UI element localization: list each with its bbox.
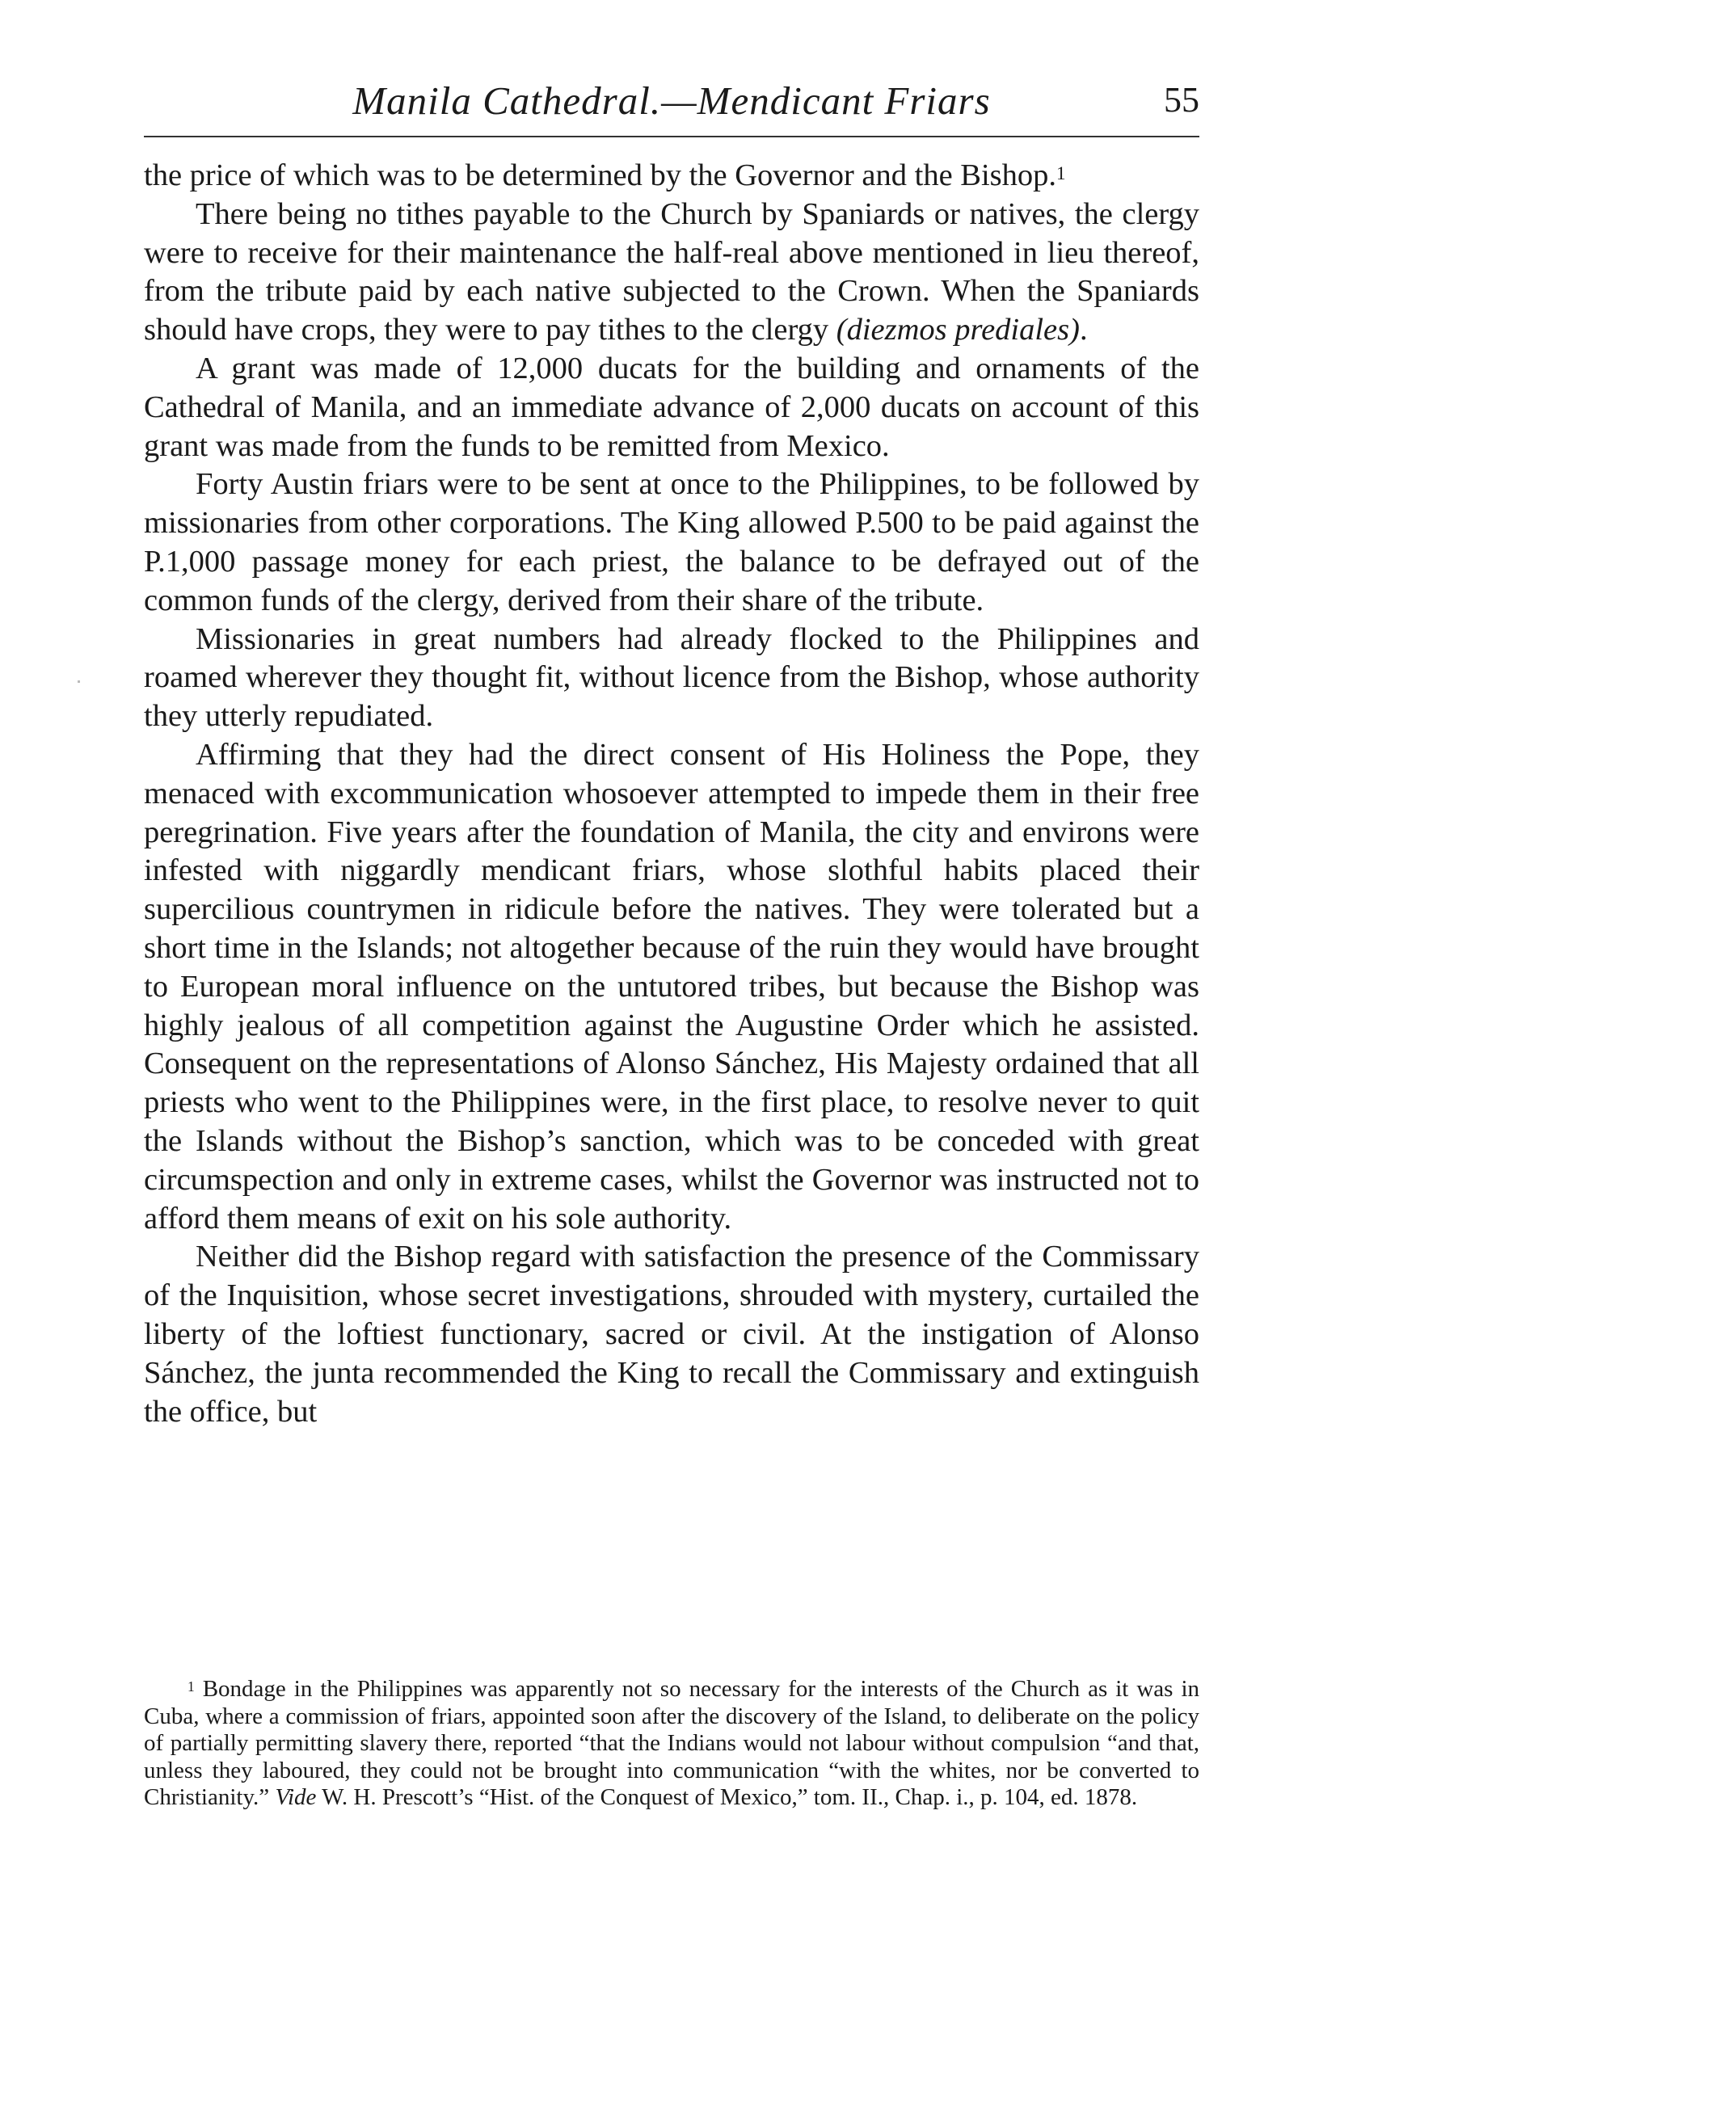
paragraph-text: . xyxy=(1079,313,1088,347)
paragraph-missionaries: Missionaries in great numbers had already flocked to the Philippines and roamed wherever they thought fit, without licence from the Bishop, whose authority they utterly repudiated. xyxy=(144,621,1199,734)
body-text xyxy=(144,157,1199,1431)
running-head xyxy=(144,78,1199,136)
paragraph-inquisition: Neither did the Bishop regard with satisfaction the presence of the Commissary of the Inquisition, whose secret investigations, shrouded with mystery, curtailed the liberty of the loftiest functionary, sacred or civil. At the instigation of Alonso Sánchez, the junta recommended the King to recall the Commissary and extinguish the office, but xyxy=(144,1240,1199,1429)
paragraph-text: the price of which was to be determined by the Governor and the Bishop. xyxy=(144,158,1057,192)
footnote-italic: Vide xyxy=(275,1784,317,1810)
footnote xyxy=(144,1676,1199,1812)
footnotes xyxy=(144,1676,1199,1812)
paragraph-mendicant-friars: Affirming that they had the direct consent of His Holiness the Pope, they menaced with excommunication whosoever attempted to impede them in their free peregrination. Five years after the foundation of Manila, the city and environs were infested with niggardly mendicant friars, whose slothful habits placed their supercilious countrymen in ridicule before the natives. They were tolerated but a short time in the Islands; not altogether because of the ruin they would have brought to European moral influence on the untutored tribes, but because the Bishop was highly jealous of all competition against the Augustine Order which he assisted. Consequent on the representations of Alonso Sánchez, His Majesty ordained that all priests who went to the Philippines were, in the first place, to resolve never to quit the Islands without the Bishop’s sanction, which was to be conceded with great circumspection and only in extreme cases, whilst the Governor was instructed not to afford them means of exit on his sole authority. xyxy=(144,737,1199,1236)
running-title: Manila Cathedral.—Mendicant Friars xyxy=(352,78,991,123)
italic-phrase: (diezmos prediales) xyxy=(836,313,1080,347)
paragraph-continued xyxy=(144,157,1199,196)
margin-speck xyxy=(78,680,80,683)
footnote-text: W. H. Prescott’s “Hist. of the Conquest of Mexico,” tom. II., Chap. i., p. 104, ed. 1878. xyxy=(316,1784,1138,1810)
page-number: 55 xyxy=(1164,80,1199,120)
paragraph-austin-friars: Forty Austin friars were to be sent at once to the Philippines, to be followed by missionaries from other corporations. The King allowed P.500 to be paid against the P.1,000 passage money for each priest, the balance to be defrayed out of the common funds of the clergy, derived from their share of the tribute. xyxy=(144,467,1199,617)
footnote-marker: 1 xyxy=(188,1678,195,1695)
footnote-reference: 1 xyxy=(1056,162,1066,183)
header-rule xyxy=(144,136,1199,137)
paragraph-cathedral-grant: A grant was made of 12,000 ducats for the building and ornaments of the Cathedral of Manila, and an immediate advance of 2,000 ducats on account of this grant was made from the funds to be remitted from Mexico. xyxy=(144,351,1199,463)
paragraph-text: There being no tithes payable to the Church by Spaniards or natives, the clergy were to receive for their maintenance the half-real above mentioned in lieu thereof, from the tribute paid by each native subjected to the Crown. When the Spaniards should have crops, they were to pay tithes to the clergy xyxy=(144,196,1199,347)
footnote-text: Bondage in the Philippines was apparently not so necessary for the interests of the Church as it was in Cuba, where a commission of friars, appointed soon after the discovery of the Island, to deliberate on the policy of partially permitting slavery there, reported “that the Indians would not labour without compulsion “and that, unless they laboured, they could not be brought into communication “with the whites, nor be converted to Christianity.” xyxy=(144,1676,1199,1810)
paragraph-tithes xyxy=(144,196,1199,350)
